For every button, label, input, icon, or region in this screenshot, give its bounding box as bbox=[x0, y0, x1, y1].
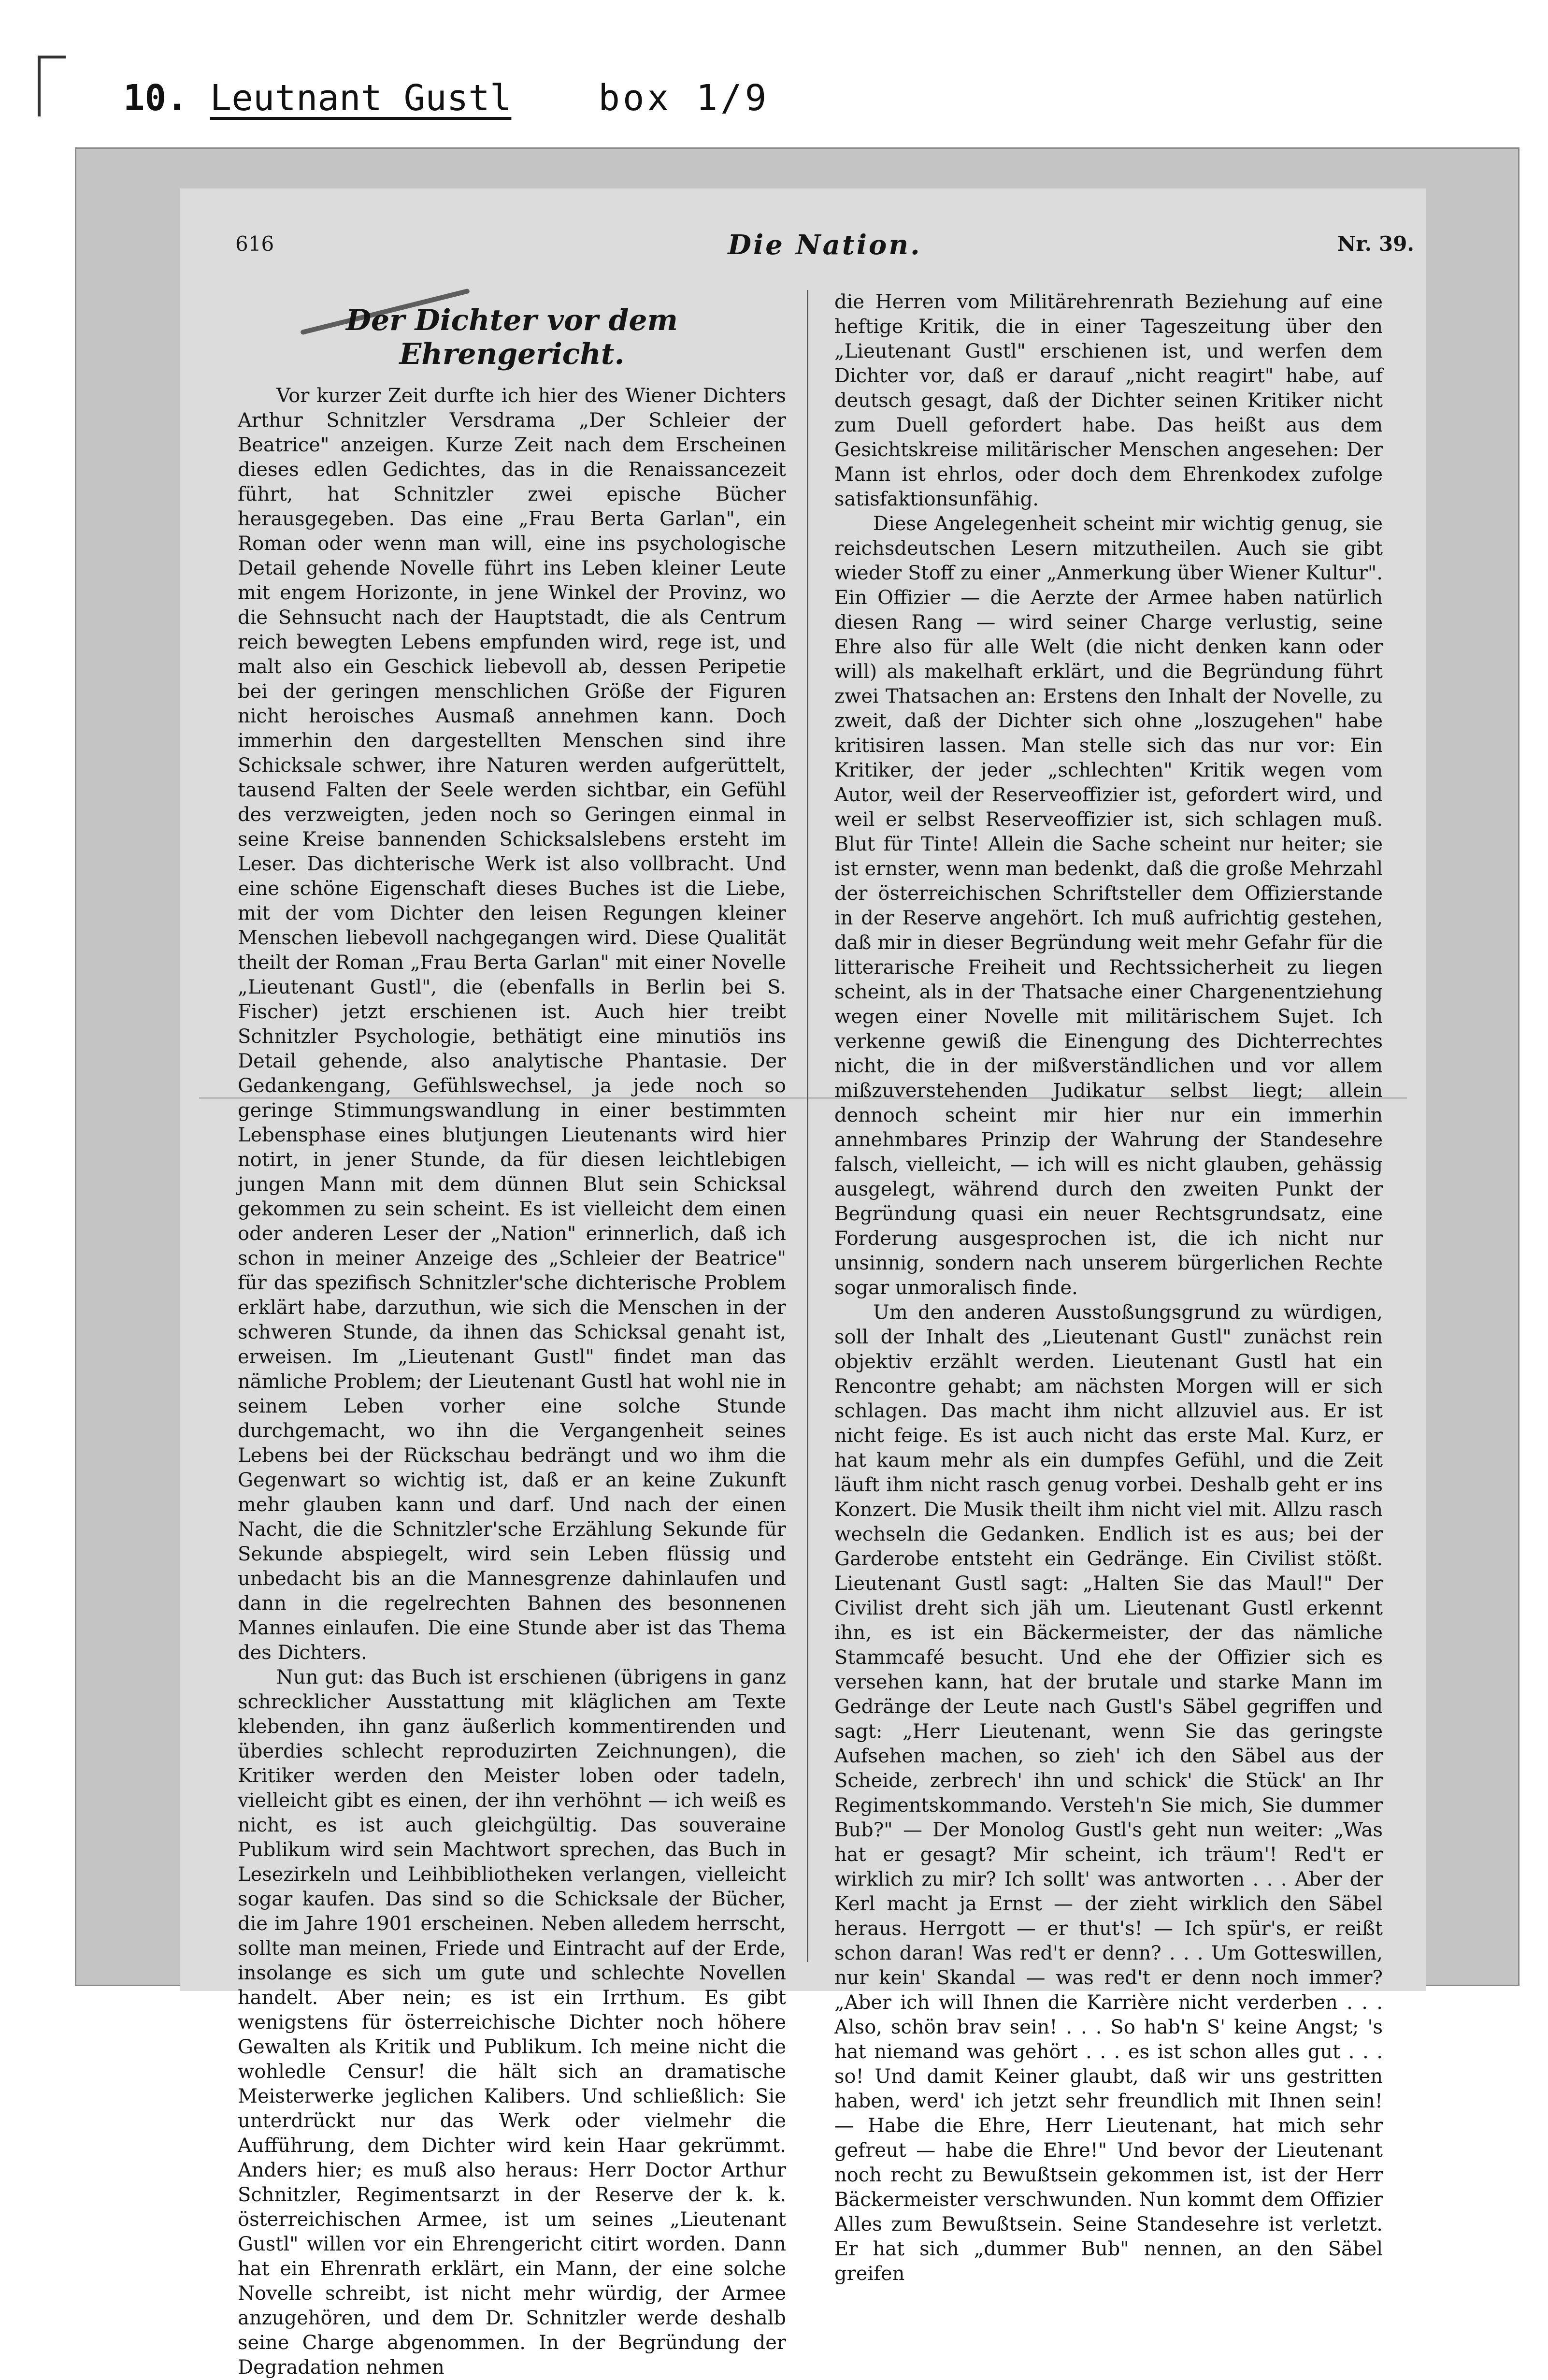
right-paragraph-2: Diese Angelegenheit scheint mir wichtig genug, sie reichsdeutschen Lesern mitzutheilen. Auch sie gibt wieder Stoff zu einer „Anmerkung über Wiener Kultur". Ein Offizier — die Aerzte der Armee haben natürlich diesen Rang — wird seiner Charge verlustig, seine Ehre also für alle Welt (die nicht denken kann oder will) als makelhaft erklärt, und die Begründung führt zwei Thatsachen an: Erstens den Inhalt der Novelle, zu zweit, daß der Dichter sich ohne „loszugehen" habe kritisiren lassen. Man stelle sich das nur vor: Ein Kritiker, der jeder „schlechten" Kritik wegen vom Autor, weil der Reserveoffizier ist, gefordert wird, und weil er selbst Reserveoffizier ist, sich schlagen muß. Blut für Tinte! Allein die Sache scheint nur heiter; sie ist ernster, wenn man bedenkt, daß die große Mehrzahl der österreichischen Schriftsteller dem Offizierstande in der Reserve angehört. Ich muß aufrichtig gestehen, daß mir in dieser Begründung weit mehr Gefahr für die litterarische Freiheit und Rechtssicherheit zu liegen scheint, als in der Thatsache einer Chargenentziehung wegen einer Novelle mit militärischem Sujet. Ich verkenne gewiß die Einengung des Dichterrechtes nicht, die in der mißverständlichen und vor allem mißzuverstehenden Judikatur selbst liegt; allein dennoch scheint mir hier nur ein immerhin annehmbares Prinzip der Wahrung der Standesehre falsch, vielleicht, — ich will es nicht glauben, gehässig ausgelegt, während durch den zweiten Punkt der Begründung quasi ein neuer Rechtsgrundsatz, eine Forderung ausgesprochen ist, die ich nicht nur unsinnig, sondern nach unserem bürgerlichen Rechte sogar unmoralisch finde. bbox=[834, 513, 1383, 1299]
left-column bbox=[238, 290, 786, 2379]
column-divider bbox=[807, 290, 808, 1962]
issue-number: Nr. 39. bbox=[1337, 232, 1414, 256]
archive-corner-mark bbox=[38, 56, 66, 116]
archive-folder-number: 10. bbox=[123, 77, 188, 119]
archive-label bbox=[123, 77, 769, 135]
newspaper-page bbox=[180, 188, 1426, 2379]
right-paragraph-1: die Herren vom Militärehrenrath Beziehung auf eine heftige Kritik, die in einer Tageszeitung über den „Lieutenant Gustl" erschienen ist, und werfen dem Dichter vor, daß er darauf „nicht reagirt" habe, auf deutsch gesagt, daß der Dichter seinen Kritiker nicht zum Duell gefordert habe. Das heißt aus dem Gesichtskreise militärischer Menschen angesehen: Der Mann ist ehrlos, oder doch dem Ehrenkodex zufolge satisfaktionsunfähig. bbox=[834, 291, 1383, 510]
archive-folder-title: Leutnant Gustl bbox=[210, 77, 512, 119]
journal-title: Die Nation. bbox=[728, 229, 922, 261]
right-column bbox=[834, 290, 1383, 2285]
page-header bbox=[235, 229, 1414, 275]
left-paragraph-1: Vor kurzer Zeit durfte ich hier des Wiener Dichters Arthur Schnitzler Versdrama „Der Schleier der Beatrice" anzeigen. Kurze Zeit nach dem Erscheinen dieses edlen Gedichtes, das in die Renaissancezeit führt, hat Schnitzler zwei epische Bücher herausgegeben. Das eine „Frau Berta Garlan", ein Roman oder wenn man will, eine ins psychologische Detail gehende Novelle führt ins Leben kleiner Leute mit engem Horizonte, in jene Winkel der Provinz, wo die Sehnsucht nach der Hauptstadt, die als Centrum reich bewegten Lebens empfunden wird, rege ist, und malt also ein Geschick liebevoll ab, dessen Peripetie bei der geringen menschlichen Größe der Figuren nicht heroisches Ausmaß annehmen kann. Doch immerhin den dargestellten Menschen sind ihre Schicksale schwer, ihre Naturen werden aufgerüttelt, tausend Falten der Seele werden sichtbar, ein Gefühl des verzweigten, jeden noch so Geringen einmal in seine Kreise bannenden Schicksalslebens ersteht im Leser. Das dichterische Werk ist also vollbracht. Und eine schöne Eigenschaft dieses Buches ist die Liebe, mit der vom Dichter den leisen Regungen kleiner Menschen liebevoll nachgegangen wird. Diese Qualität theilt der Roman „Frau Berta Garlan" mit einer Novelle „Lieutenant Gustl", die (ebenfalls in Berlin bei S. Fischer) jetzt erschienen ist. Auch hier treibt Schnitzler Psychologie, bethätigt eine minutiös ins Detail gehende, also analytische Phantasie. Der Gedankengang, Gefühlswechsel, ja jede noch so geringe Stimmungswandlung in einer bestimmten Lebensphase eines blutjungen Lieutenants wird hier notirt, in jener Stunde, da für diesen leichtlebigen jungen Mann mit dem dünnen Blut sein Schicksal gekommen zu sein scheint. Es ist vielleicht dem einen oder anderen Leser der „Nation" erinnerlich, daß ich schon in meiner Anzeige des „Schleier der Beatrice" für das spezifisch Schnitzler'sche dichterische Problem erklärt habe, darzuthun, wie sich die Menschen in der schweren Stunde, da ihnen das Schicksal genaht ist, erweisen. Im „Lieutenant Gustl" findet man das nämliche Problem; der Lieutenant Gustl hat wohl nie in seinem Leben vorher eine solche Stunde durchgemacht, wo ihn die Vergangenheit seines Lebens bei der Rückschau bedrängt und wo ihm die Gegenwart so wichtig ist, daß er an keine Zukunft mehr glauben kann und darf. Und nach der einen Nacht, die die Schnitzler'sche Erzählung Sekunde für Sekunde abspiegelt, wird sein Leben flüssig und unbedacht bis an die Mannesgrenze dahinlaufen und dann in die regelrechten Bahnen des besonnenen Mannes einlaufen. Die eine Stunde aber ist das Thema des Dichters. bbox=[238, 385, 786, 1664]
right-paragraph-3: Um den anderen Ausstoßungsgrund zu würdigen, soll der Inhalt des „Lieutenant Gustl" zunächst rein objektiv erzählt werden. Lieutenant Gustl hat ein Rencontre gehabt; am nächsten Morgen will er sich schlagen. Das macht ihm nicht allzuviel aus. Er ist nicht feige. Es ist auch nicht das erste Mal. Kurz, er hat kaum mehr als ein dumpfes Gefühl, und die Zeit läuft ihm nicht rasch genug vorbei. Deshalb geht er ins Konzert. Die Musik theilt ihm nicht viel mit. Allzu rasch wechseln die Gedanken. Endlich ist es aus; bei der Garderobe entsteht ein Gedränge. Ein Civilist stößt. Lieutenant Gustl sagt: „Halten Sie das Maul!" Der Civilist dreht sich jäh um. Lieutenant Gustl erkennt ihn, es ist ein Bäckermeister, der das nämliche Stammcafé besucht. Und ehe der Offizier sich es versehen kann, hat der brutale und starke Mann im Gedränge der Leute nach Gustl's Säbel gegriffen und sagt: „Herr Lieutenant, wenn Sie das geringste Aufsehen machen, so zieh' ich den Säbel aus der Scheide, zerbrech' ihn und schick' die Stück' an Ihr Regimentskommando. Versteh'n Sie mich, Sie dummer Bub?" — Der Monolog Gustl's geht nun weiter: „Was hat er gesagt? Mir scheint, ich träum'! Red't er wirklich zu mir? Ich sollt' was antworten . . . Aber der Kerl macht ja Ernst — der zieht wirklich den Säbel heraus. Herrgott — er thut's! — Ich spür's, er reißt schon daran! Was red't er denn? . . . Um Gotteswillen, nur kein' Skandal — was red't er denn noch immer? „Aber ich will Ihnen die Karrière nicht verderben . . . Also, schön brav sein! . . . So hab'n S' keine Angst; 's hat niemand was gehört . . . es ist schon alles gut . . . so! Und damit Keiner glaubt, daß wir uns gestritten haben, werd' ich jetzt sehr freundlich mit Ihnen sein! — Habe die Ehre, Herr Lieutenant, hat mich sehr gefreut — habe die Ehre!" Und bevor der Lieutenant noch recht zu Bewußtsein gekommen ist, ist der Herr Bäckermeister verschwunden. Nun kommt dem Offizier Alles zum Bewußtsein. Seine Standesehre ist verletzt. Er hat sich „dummer Bub" nennen, an den Säbel greifen bbox=[834, 1301, 1383, 2285]
article-title: Der Dichter vor dem Ehrengericht. bbox=[345, 303, 678, 371]
archive-box-number: box 1/9 bbox=[598, 77, 770, 119]
left-paragraph-2: Nun gut: das Buch ist erschienen (übrigens in ganz schrecklicher Ausstattung mit kläglichen am Texte klebenden, ihn ganz äußerlich kommentirenden und überdies schlecht reproduzirten Zeichnungen), die Kritiker werden den Meister loben oder tadeln, vielleicht gibt es einen, der ihn verhöhnt — ich weiß es nicht, es ist auch gleichgültig. Das souveraine Publikum wird sein Machtwort sprechen, das Buch in Lesezirkeln und Leihbibliotheken verlangen, vielleicht sogar kaufen. Das sind so die Schicksale der Bücher, die im Jahre 1901 erscheinen. Neben alledem herrscht, sollte man meinen, Friede und Eintracht auf der Erde, insolange es sich um gute und schlechte Novellen handelt. Aber nein; es ist ein Irrthum. Es gibt wenigstens für österreichische Dichter noch höhere Gewalten als Kritik und Publikum. Ich meine nicht die wohledle Censur! die hält sich an dramatische Meisterwerke jeglichen Kalibers. Und schließlich: Sie unterdrückt nur das Werk oder vielmehr die Aufführung, dem Dichter wird kein Haar gekrümmt. Anders hier; es muß also heraus: Herr Doctor Arthur Schnitzler, Regimentsarzt in der Reserve der k. k. österreichischen Armee, ist um seines „Lieutenant Gustl" willen vor ein Ehrengericht citirt worden. Dann hat ein Ehrenrath erklärt, ein Mann, der eine solche Novelle schreibt, ist nicht mehr würdig, der Armee anzugehören, und dem Dr. Schnitzler werde deshalb seine Charge abgenommen. In der Begründung der Degradation nehmen bbox=[238, 1666, 786, 2379]
page-number: 616 bbox=[235, 232, 274, 256]
